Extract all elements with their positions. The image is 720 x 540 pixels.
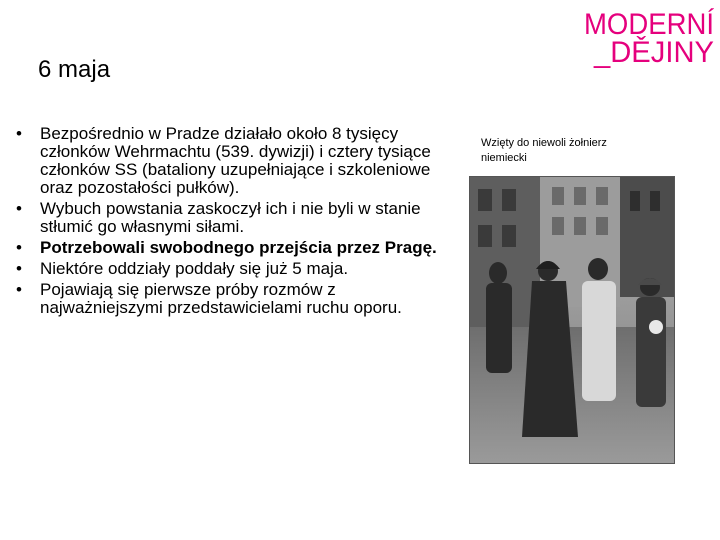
bullet-symbol: • [16,124,22,143]
bullet-item [14,200,454,236]
bullet-text: Niektóre oddziały poddały się już 5 maja. [40,259,349,278]
bullet-list [14,125,454,320]
bullet-text: Pojawiają się pierwsze próby rozmów z najważniejszymi przedstawicielami ruchu oporu. [40,280,402,317]
bullet-text: Wybuch powstania zaskoczył ich i nie byli w stanie stłumić go własnymi siłami. [40,199,421,236]
bullet-item [14,125,454,197]
historical-photo [469,176,675,464]
photo-caption: Wzięty do niewoli żołnierz niemiecki [481,137,607,164]
bullet-text: Potrzebowali swobodnego przejścia przez Pragę. [40,238,437,257]
bullet-symbol: • [16,259,22,278]
bullet-symbol: • [16,199,22,218]
bullet-symbol: • [16,280,22,299]
logo-text-line2: _DĚJINY [593,36,714,68]
logo-moderni-dejiny [584,4,716,68]
bullet-text: Bezpośrednio w Pradze działało około 8 tysięcy członków Wehrmachtu (539. dywizji) i cztery tysiące członków SS (bataliony uzupełniające i szkoleniowe oraz pozostałości pułków). [40,124,431,197]
bullet-symbol: • [16,238,22,257]
bullet-item [14,281,454,317]
bullet-item [14,239,454,257]
logo-text-line1: MODERNÍ [584,8,715,41]
bullet-item [14,260,454,278]
slide-title: 6 maja [38,56,111,83]
